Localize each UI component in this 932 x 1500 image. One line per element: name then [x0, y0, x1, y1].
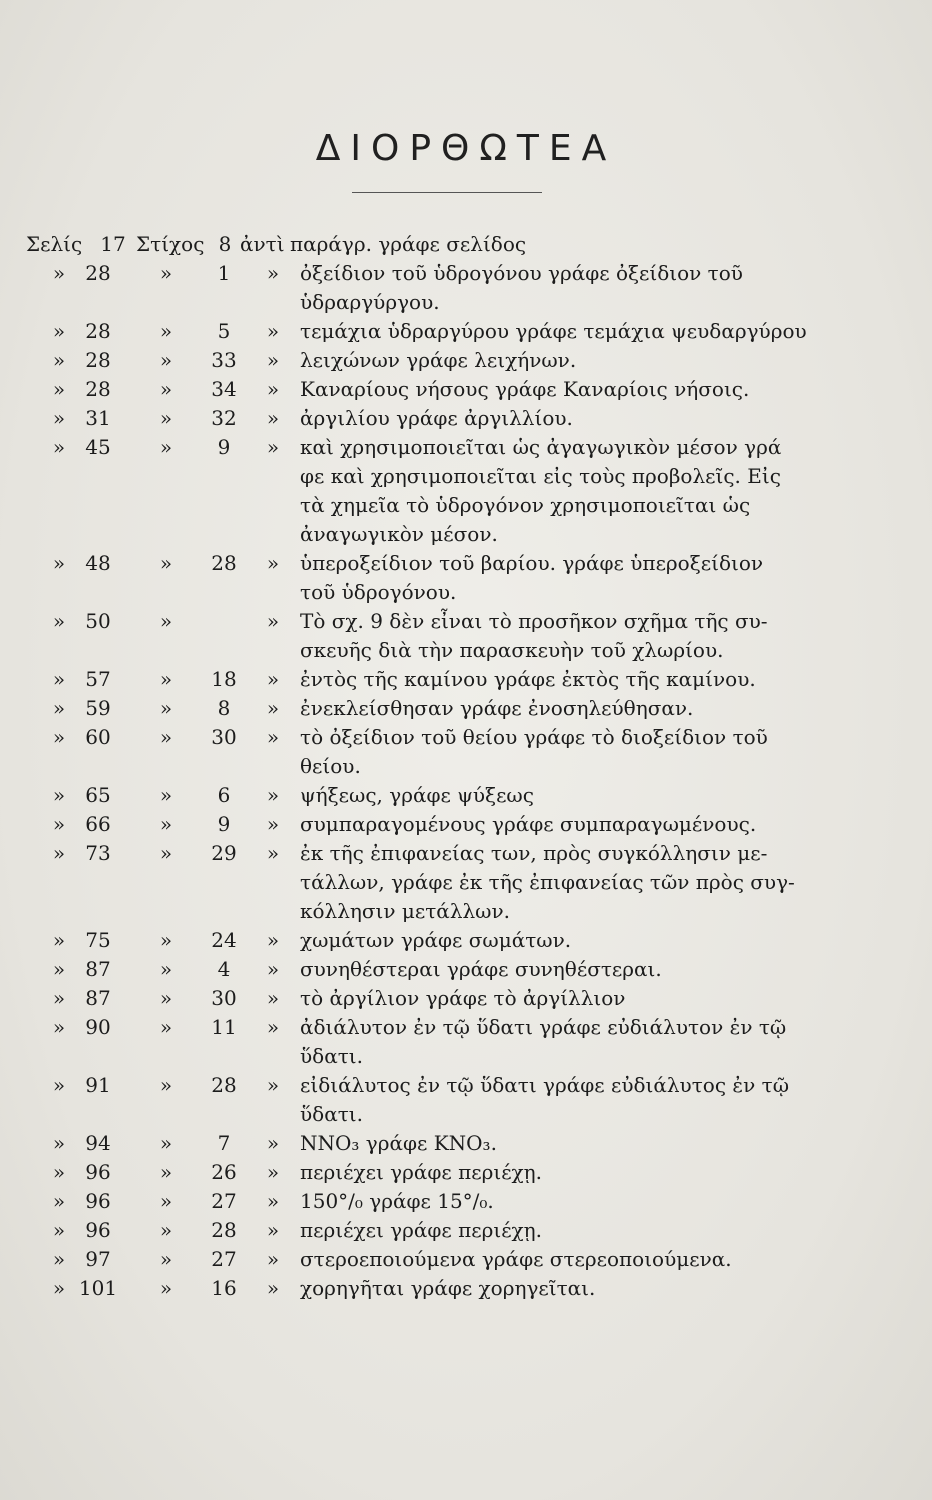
entry-text: Τὸ σχ. 9 δὲν εἶναι τὸ προσῆκον σχῆμα τῆς συ- [300, 609, 768, 633]
ditto-mark: » [159, 1160, 173, 1184]
ditto-mark: » [159, 1276, 173, 1300]
entry-text: ἐνεκλείσθησαν γράφε ἐνοσηλεύθησαν. [300, 696, 694, 720]
ditto-mark: » [159, 1247, 173, 1271]
entry-page: 60 [85, 725, 111, 749]
ditto-mark: » [266, 348, 280, 372]
ditto-mark: » [52, 1218, 66, 1242]
ditto-mark: » [266, 696, 280, 720]
entry-text: συνηθέστεραι γράφε συνηθέστεραι. [300, 957, 662, 981]
ditto-mark: » [266, 1276, 280, 1300]
entry-text: περιέχει γράφε περιέχῃ. [300, 1160, 543, 1184]
ditto-mark: » [159, 1131, 173, 1155]
ditto-mark: » [266, 261, 280, 285]
entry-line: 30 [211, 725, 237, 749]
errata-row-continuation [0, 1042, 932, 1071]
entry-text: ἀδιάλυτον ἐν τῷ ὕδατι γράφε εὐδιάλυτον ἐν τῷ [300, 1015, 787, 1039]
entry-text: χορηγῆται γράφε χορηγεῖται. [300, 1276, 596, 1300]
errata-row [0, 1245, 932, 1274]
entry-line: 27 [211, 1189, 237, 1213]
entry-text-continuation: θείου. [300, 754, 361, 778]
entry-page: 96 [85, 1218, 111, 1242]
entry-page: 96 [85, 1160, 111, 1184]
ditto-mark: » [266, 783, 280, 807]
entry-line: 18 [211, 667, 237, 691]
entry-page: 96 [85, 1189, 111, 1213]
ditto-mark: » [52, 348, 66, 372]
entry-line: 33 [211, 348, 237, 372]
entry-page: 57 [85, 667, 111, 691]
entry-page: 45 [85, 435, 111, 459]
ditto-mark: » [159, 377, 173, 401]
entry-page: 28 [85, 348, 111, 372]
entry-line: 9 [217, 812, 231, 836]
ditto-mark: » [266, 1015, 280, 1039]
errata-row [0, 1158, 932, 1187]
errata-row [0, 694, 932, 723]
entry-line: 8 [218, 232, 232, 256]
ditto-mark: » [266, 667, 280, 691]
ditto-mark: » [159, 725, 173, 749]
label-instead: ἀντὶ [240, 232, 285, 256]
ditto-mark: » [159, 841, 173, 865]
ditto-mark: » [266, 812, 280, 836]
ditto-mark: » [159, 783, 173, 807]
ditto-mark: » [52, 1189, 66, 1213]
errata-row-continuation [0, 578, 932, 607]
errata-row [0, 1216, 932, 1245]
entry-line: 28 [211, 551, 237, 575]
ditto-mark: » [266, 406, 280, 430]
ditto-mark: » [52, 1073, 66, 1097]
errata-rows [0, 259, 932, 1303]
entry-page: 65 [85, 783, 111, 807]
entry-page: 28 [85, 261, 111, 285]
entry-text: ΝΝΟ₃ γράφε ΚΝΟ₃. [300, 1131, 497, 1155]
ditto-mark: » [52, 725, 66, 749]
ditto-mark: » [52, 319, 66, 343]
entry-line: 16 [211, 1276, 237, 1300]
entry-text: 150°/₀ γράφε 15°/₀. [300, 1189, 494, 1213]
entry-page: 28 [85, 377, 111, 401]
ditto-mark: » [266, 928, 280, 952]
entry-page: 90 [85, 1015, 111, 1039]
errata-row [0, 1129, 932, 1158]
entry-line: 4 [217, 957, 231, 981]
ditto-mark: » [52, 667, 66, 691]
entry-page: 59 [85, 696, 111, 720]
ditto-mark: » [159, 696, 173, 720]
errata-row [0, 926, 932, 955]
errata-row [0, 984, 932, 1013]
entry-text-continuation: ἀναγωγικὸν μέσον. [300, 522, 498, 546]
entry-text: τεμάχια ὑδραργύρου γράφε τεμάχια ψευδαργύρου [300, 319, 807, 343]
ditto-mark: » [52, 812, 66, 836]
entry-page: 73 [85, 841, 111, 865]
entry-line: 7 [217, 1131, 231, 1155]
ditto-mark: » [266, 1073, 280, 1097]
errata-row [0, 346, 932, 375]
ditto-mark: » [266, 841, 280, 865]
page-title: ΔΙΟΡΘΩΤΕΑ [315, 128, 617, 169]
ditto-mark: » [52, 261, 66, 285]
entry-text-continuation: ὕδατι. [300, 1044, 363, 1068]
ditto-mark: » [266, 1189, 280, 1213]
errata-row [0, 375, 932, 404]
errata-row [0, 1274, 932, 1303]
ditto-mark: » [266, 725, 280, 749]
errata-row [0, 259, 932, 288]
entry-page: 50 [85, 609, 111, 633]
entry-line: 28 [211, 1218, 237, 1242]
errata-row-continuation [0, 897, 932, 926]
ditto-mark: » [159, 609, 173, 633]
ditto-mark: » [266, 1160, 280, 1184]
entry-text: εἰδιάλυτος ἐν τῷ ὕδατι γράφε εὐδιάλυτος ἐν τῷ [300, 1073, 790, 1097]
entry-line: 28 [211, 1073, 237, 1097]
ditto-mark: » [159, 261, 173, 285]
ditto-mark: » [52, 928, 66, 952]
entry-text-continuation: τοῦ ὑδρογόνου. [300, 580, 457, 604]
entry-text: ὑπεροξείδιον τοῦ βαρίου. γράφε ὑπεροξείδιον [300, 551, 764, 575]
entry-line: 26 [211, 1160, 237, 1184]
ditto-mark: » [266, 435, 280, 459]
ditto-mark: » [266, 609, 280, 633]
errata-row [0, 723, 932, 752]
ditto-mark: » [266, 377, 280, 401]
ditto-mark: » [159, 406, 173, 430]
errata-row [0, 1071, 932, 1100]
ditto-mark: » [52, 377, 66, 401]
entry-text: ἀργιλίου γράφε ἀργιλλίου. [300, 406, 573, 430]
ditto-mark: » [159, 551, 173, 575]
ditto-mark: » [52, 1276, 66, 1300]
ditto-mark: » [159, 1218, 173, 1242]
ditto-mark: » [159, 1189, 173, 1213]
errata-row-continuation [0, 1100, 932, 1129]
errata-row-continuation [0, 636, 932, 665]
entry-line: 32 [211, 406, 237, 430]
ditto-mark: » [52, 986, 66, 1010]
entry-text: λειχώνων γράφε λειχήνων. [300, 348, 577, 372]
ditto-mark: » [266, 986, 280, 1010]
errata-row [0, 665, 932, 694]
ditto-mark: » [52, 696, 66, 720]
entry-text: Καναρίους νήσους γράφε Καναρίοις νήσοις. [300, 377, 750, 401]
ditto-mark: » [159, 435, 173, 459]
entry-line: 9 [217, 435, 231, 459]
entry-page: 17 [100, 232, 126, 256]
errata-row [0, 404, 932, 433]
entry-page: 28 [85, 319, 111, 343]
ditto-mark: » [52, 1131, 66, 1155]
ditto-mark: » [52, 609, 66, 633]
entry-text-continuation: σκευῆς διὰ τὴν παρασκευὴν τοῦ χλωρίου. [300, 638, 724, 662]
ditto-mark: » [52, 406, 66, 430]
ditto-mark: » [52, 783, 66, 807]
entry-text-continuation: τὰ χημεῖα τὸ ὑδρογόνον χρησιμοποιεῖται ὡς [300, 493, 751, 517]
ditto-mark: » [159, 1015, 173, 1039]
entry-text-continuation: φε καὶ χρησιμοποιεῖται εἰς τοὺς προβολεῖς. Εἰς [300, 464, 781, 488]
entry-page: 94 [85, 1131, 111, 1155]
ditto-mark: » [266, 319, 280, 343]
errata-row [0, 955, 932, 984]
entry-page: 75 [85, 928, 111, 952]
entry-line: 34 [211, 377, 237, 401]
entry-text: τὸ ὀξείδιον τοῦ θείου γράφε τὸ διοξείδιον τοῦ [300, 725, 768, 749]
errata-list [0, 230, 932, 1303]
entry-text: καὶ χρησιμοποιεῖται ὡς ἀγαγωγικὸν μέσον γρά [300, 435, 782, 459]
entry-text: τὸ ἀργίλιον γράφε τὸ ἀργίλλιον [300, 986, 626, 1010]
entry-page: 91 [85, 1073, 111, 1097]
entry-text: ὀξείδιον τοῦ ὑδρογόνου γράφε ὀξείδιον τοῦ [300, 261, 743, 285]
ditto-mark: » [52, 435, 66, 459]
ditto-mark: » [52, 551, 66, 575]
errata-row [0, 1187, 932, 1216]
ditto-mark: » [159, 812, 173, 836]
entry-text: ψήξεως, γράφε ψύξεως [300, 783, 534, 807]
entry-line: 24 [211, 928, 237, 952]
errata-row-continuation [0, 491, 932, 520]
errata-row-continuation [0, 288, 932, 317]
errata-row [0, 781, 932, 810]
ditto-mark: » [159, 348, 173, 372]
label-line: Στίχος [136, 232, 205, 256]
entry-text-continuation: τάλλων, γράφε ἐκ τῆς ἐπιφανείας τῶν πρὸς συγ- [300, 870, 795, 894]
errata-row [0, 839, 932, 868]
errata-header-row [0, 230, 932, 259]
errata-row [0, 317, 932, 346]
entry-page: 87 [85, 986, 111, 1010]
errata-row-continuation [0, 868, 932, 897]
ditto-mark: » [266, 1218, 280, 1242]
errata-row-continuation [0, 462, 932, 491]
entry-line: 27 [211, 1247, 237, 1271]
entry-line: 11 [211, 1015, 237, 1039]
ditto-mark: » [266, 1131, 280, 1155]
errata-row [0, 607, 932, 636]
ditto-mark: » [52, 1160, 66, 1184]
entry-page: 101 [78, 1276, 118, 1300]
entry-page: 97 [85, 1247, 111, 1271]
entry-line: 5 [217, 319, 231, 343]
ditto-mark: » [266, 551, 280, 575]
entry-line: 8 [217, 696, 231, 720]
entry-text-continuation: κόλλησιν μετάλλων. [300, 899, 510, 923]
entry-page: 87 [85, 957, 111, 981]
ditto-mark: » [52, 1015, 66, 1039]
label-page: Σελίς [26, 232, 83, 256]
ditto-mark: » [159, 928, 173, 952]
ditto-mark: » [159, 667, 173, 691]
errata-row-continuation [0, 520, 932, 549]
entry-page: 48 [85, 551, 111, 575]
ditto-mark: » [159, 957, 173, 981]
entry-text-continuation: ὕδατι. [300, 1102, 363, 1126]
entry-text: ἐντὸς τῆς καμίνου γράφε ἐκτὸς τῆς καμίνου. [300, 667, 756, 691]
entry-text: παράγρ. γράφε σελίδος [290, 232, 527, 256]
errata-row [0, 810, 932, 839]
entry-line: 6 [217, 783, 231, 807]
ditto-mark: » [159, 319, 173, 343]
entry-text: χωμάτων γράφε σωμάτων. [300, 928, 572, 952]
errata-row-continuation [0, 752, 932, 781]
entry-page: 31 [85, 406, 111, 430]
ditto-mark: » [159, 986, 173, 1010]
ditto-mark: » [52, 1247, 66, 1271]
ditto-mark: » [52, 957, 66, 981]
ditto-mark: » [266, 957, 280, 981]
entry-text: συμπαραγομένους γράφε συμπαραγωμένους. [300, 812, 757, 836]
entry-line: 1 [217, 261, 231, 285]
entry-text: στεροεποιούμενα γράφε στερεοποιούμενα. [300, 1247, 732, 1271]
errata-row [0, 549, 932, 578]
entry-text-continuation: ὑδραργύργου. [300, 290, 440, 314]
ditto-mark: » [52, 841, 66, 865]
entry-page: 66 [85, 812, 111, 836]
entry-line: 29 [211, 841, 237, 865]
ditto-mark: » [159, 1073, 173, 1097]
entry-text: ἐκ τῆς ἐπιφανείας των, πρὸς συγκόλλησιν με- [300, 841, 768, 865]
title-rule [352, 192, 542, 193]
entry-text: περιέχει γράφε περιέχῃ. [300, 1218, 543, 1242]
ditto-mark: » [266, 1247, 280, 1271]
errata-row [0, 433, 932, 462]
entry-line: 30 [211, 986, 237, 1010]
errata-row [0, 1013, 932, 1042]
